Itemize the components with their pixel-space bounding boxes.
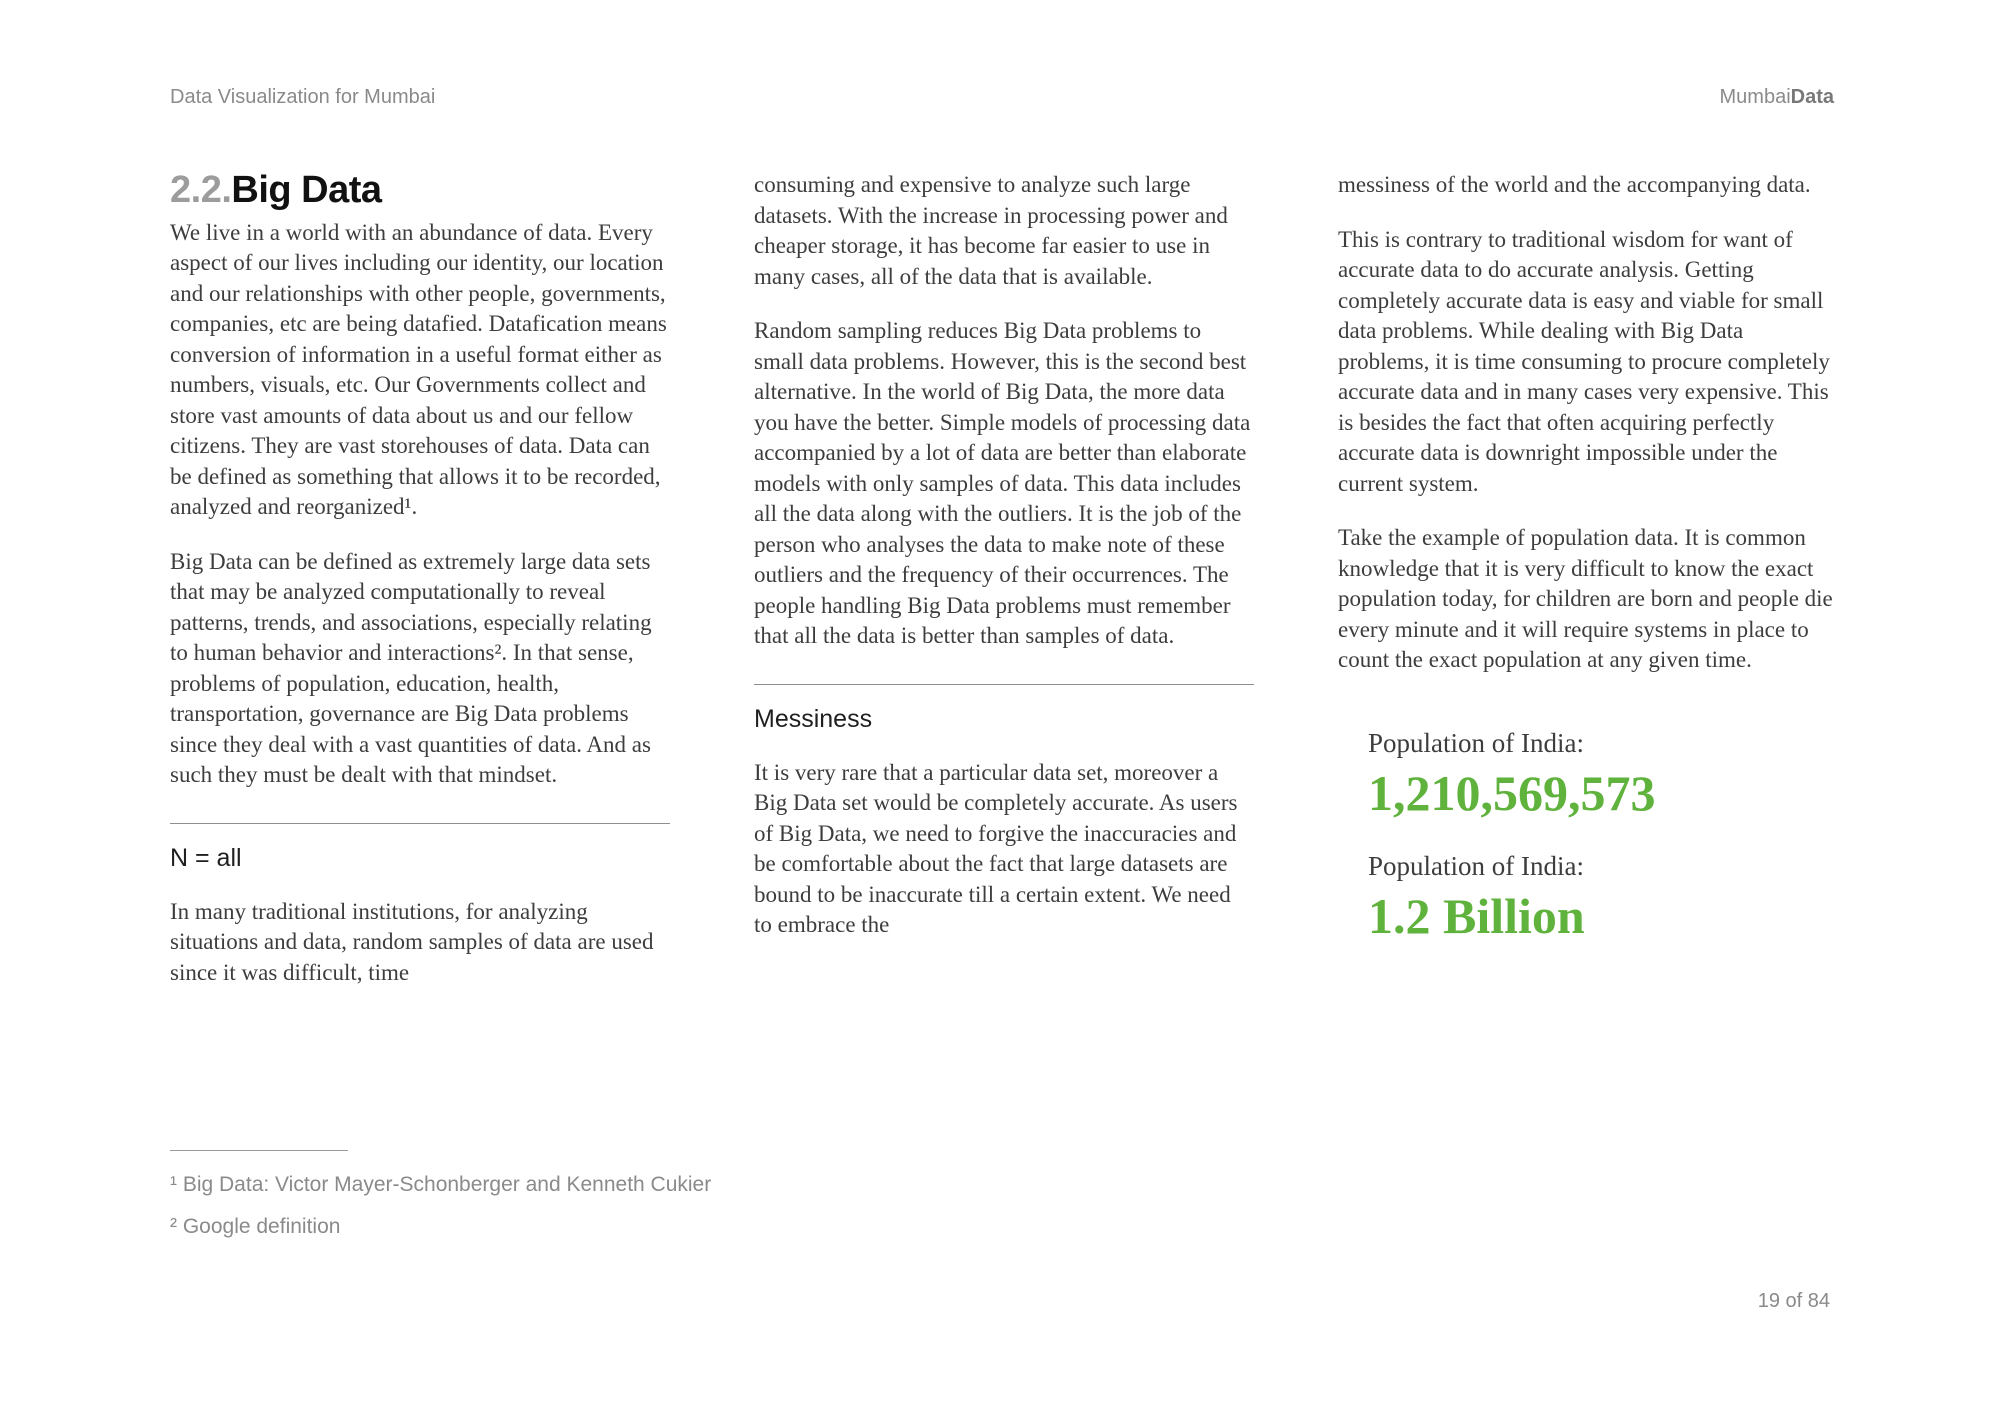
paragraph: Random sampling reduces Big Data problems to small data problems. However, this is the second best alternative. In the world of Big Data, the more data you have the better. Simple models of processing data accompanied by a lot of data are better than elaborate models with only samples of data. This data includes all the data along with the outliers. It is the job of the person who analyses the data to make note of these outliers and the frequency of their occurrences. The people handling Big Data problems must remember that all the data is better than samples of data. [754, 318, 1251, 648]
paragraph: Big Data can be defined as extremely large data sets that may be analyzed computationally to reveal patterns, trends, and associations, especially relating to human behavior and interactions². In that sense, problems of population, education, health, transportation, governance are Big Data problems since they deal with a vast quantities of data. And as such they must be dealt with that mindset. [170, 548, 652, 788]
stat-label: Population of India: [1368, 727, 1584, 758]
footnote-1: ¹ Big Data: Victor Mayer-Schonberger and Kenneth Cukier [170, 1173, 712, 1196]
paragraph: Take the example of population data. It is common knowledge that it is very difficult to know the exact population today, for children are born and people die every minute and it will require systems in place to count the exact population at any given time. [1338, 525, 1833, 672]
column-3 [1338, 170, 1838, 1012]
paragraph: consuming and expensive to analyze such large datasets. With the increase in processing power and cheaper storage, it has become far easier to use in many cases, all of the data that is available. [754, 172, 1228, 289]
section-divider [754, 684, 1254, 685]
section-number: 2.2. [170, 169, 232, 211]
stat-label: Population of India: [1368, 851, 1584, 881]
header-brand-regular: Mumbai [1719, 86, 1791, 108]
header-left-title: Data Visualization for Mumbai [170, 86, 436, 108]
paragraph: We live in a world with an abundance of data. Every aspect of our lives including our identity, our location and our relationships with other people, governments, companies, etc are being datafied. Datafication means conversion of information in a useful format either as numbers, visuals, etc. Our Governments collect and store vast amounts of data about us and our fellow citizens. They are vast storehouses of data. Data can be defined as something that allows it to be recorded, analyzed and reorganized¹. [170, 219, 667, 520]
population-stat-exact [1368, 728, 1838, 820]
content-columns [170, 170, 1838, 1012]
population-stats [1368, 728, 1838, 943]
column-1 [170, 170, 670, 1012]
section-title: Big Data [231, 169, 382, 211]
page-number: 19 of 84 [1757, 1290, 1830, 1312]
paragraph: This is contrary to traditional wisdom for want of accurate data to do accurate analysis. Getting completely accurate data is easy and viable for small data problems. While dealing with Big Data problems, it is time consuming to procure completely accurate data and in many cases very expensive. This is besides the fact that often acquiring perfectly accurate data is downright impossible under the current system. [1338, 226, 1830, 496]
paragraph: In many traditional institutions, for analyzing situations and data, random samples of data are used since it was difficult, time [170, 898, 654, 985]
section-divider [170, 823, 670, 824]
paragraph: It is very rare that a particular data set, moreover a Big Data set would be completely accurate. As users of Big Data, we need to forgive the inaccuracies and be comfortable about the fact that large datasets are bound to be inaccurate till a certain extent. We need to embrace the [754, 759, 1238, 937]
column-2 [754, 170, 1254, 1012]
stat-value: 1.2 Billion [1368, 888, 1585, 944]
footnote-2: ² Google definition [170, 1215, 341, 1238]
footnote-divider [170, 1150, 348, 1151]
stat-value: 1,210,569,573 [1368, 764, 1656, 821]
header-brand-bold: Data [1790, 86, 1834, 108]
page-header [170, 86, 1834, 109]
section-heading [170, 170, 670, 212]
subsection-heading-messiness: Messiness [754, 704, 873, 733]
footnotes [170, 1150, 711, 1257]
paragraph: messiness of the world and the accompanying data. [1338, 172, 1811, 197]
header-brand [1720, 86, 1835, 109]
population-stat-rounded [1368, 851, 1838, 943]
subsection-heading-n-all: N = all [170, 843, 242, 872]
